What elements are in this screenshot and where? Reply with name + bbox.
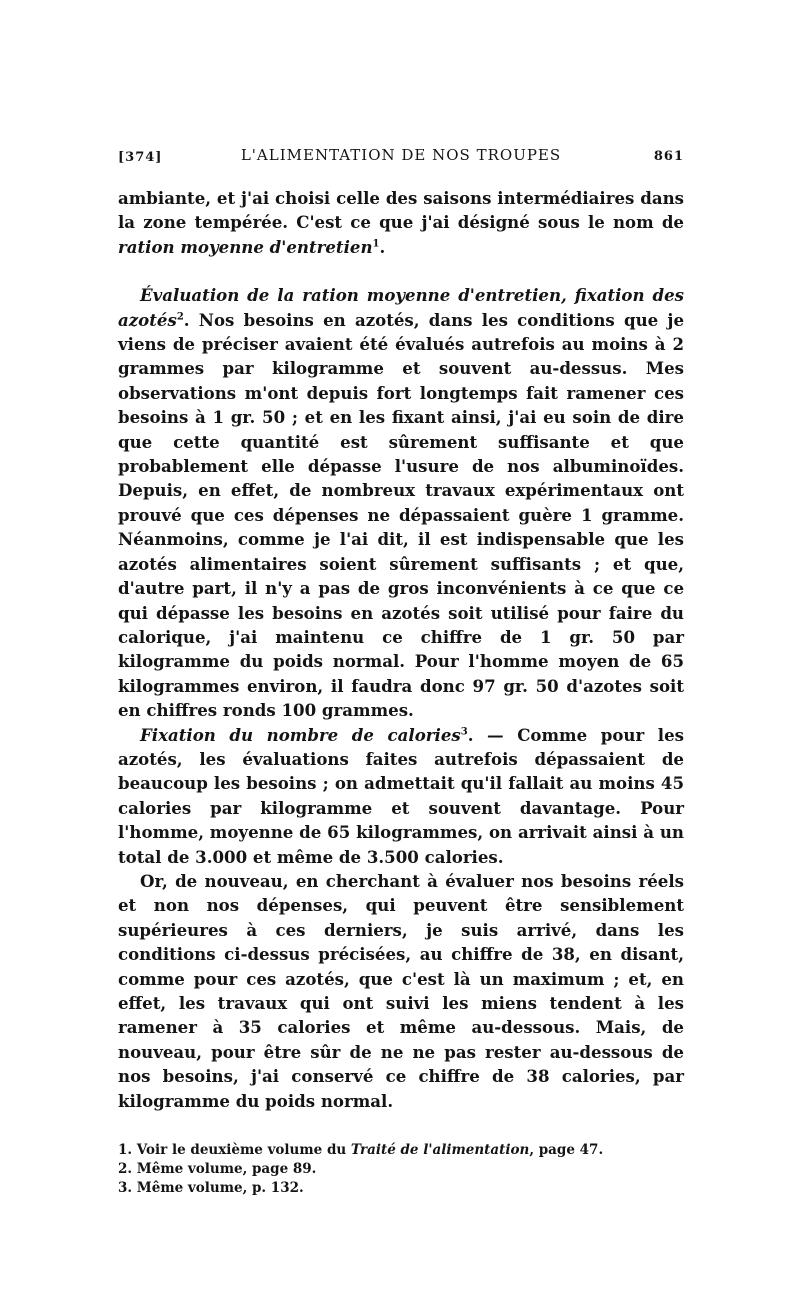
- paragraph-1-emphasis: ration moyenne d'entretien: [118, 236, 373, 257]
- footnote-1-text-b: , page 47.: [529, 1142, 604, 1159]
- paragraph-2-text: . Nos besoins en azotés, dans les conditions que je viens de préciser avaient été évalués autrefois au moins à 2 grammes par kilogramme et souvent au-dessus. Mes observations m'ont depuis fort longtemps fait ramener ces besoins à 1 gr. 50 ; et en les fixant ainsi, j'ai eu soin de dire que cette quantité est sûrement suffisante et que probablement elle dépasse l'usure de nos albuminoïdes. Depuis, en effet, de nombreux travaux expérimentaux ont prouvé que ces dépenses ne dépassaient guère 1 gramme. Néanmoins, comme je l'ai dit, il est indispensable que les azotés alimentaires soient sûrement suffisants ; et que, d'autre part, il n'y a pas de gros inconvénients à ce que ce qui dépasse les besoins en azotés soit utilisé pour faire du calorique, j'ai maintenu ce chiffre de 1 gr. 50 par kilogramme du poids normal. Pour l'homme moyen de 65 kilogrammes environ, il faudra donc 97 gr. 50 d'azotes soit en chiffres ronds 100 grammes.: [118, 309, 684, 721]
- paragraph-3: [118, 723, 684, 869]
- footnotes: [118, 1141, 684, 1198]
- paragraph-1-text-a: ambiante, et j'ai choisi celle des saisons intermédiaires dans la zone tempérée. C'est ce que j'ai désigné sous le nom de: [118, 188, 684, 233]
- page-content: [118, 146, 684, 1198]
- footnote-2: [118, 1160, 684, 1179]
- footnote-ref-3: 3: [460, 726, 468, 737]
- paragraph-1-text-b: .: [379, 236, 386, 257]
- section-heading-calories: Fixation du nombre de calories: [140, 724, 461, 745]
- paragraph-1: [118, 186, 684, 259]
- footnote-ref-1: 1: [372, 238, 380, 250]
- paragraph-4-text: Or, de nouveau, en cherchant à évaluer nos besoins réels et non nos dépenses, qui peuvent être sensiblement supérieures à ces derniers, je suis arrivé, dans les conditions ci-dessus précisées, au chiffre de 38, en disant, comme pour ces azotés, que c'est là un maximum ; et, en effet, les travaux qui ont suivi les miens tendent à les ramener à 35 calories et même au-dessous. Mais, de nouveau, pour être sûr de ne ne pas rester au-dessous de nos besoins, j'ai conservé ce chiffre de 38 calories, par kilogramme du poids normal.: [118, 870, 684, 1111]
- footnote-3-text: 3. Même volume, p. 132.: [118, 1180, 304, 1197]
- footnote-3: [118, 1179, 684, 1198]
- page-number: 861: [653, 149, 684, 164]
- footnote-1: [118, 1141, 684, 1160]
- paragraph-3-text: . — Comme pour les azotés, les évaluations faites autrefois dépassaient de beaucoup les besoins ; on admettait qu'il fallait au moins 45 calories par kilogramme et souvent davantage. Pour l'homme, moyenne de 65 kilogrammes, on arrivait ainsi à un total de 3.000 et même de 3.500 calories.: [118, 724, 684, 867]
- footnote-2-text: 2. Même volume, page 89.: [118, 1161, 317, 1178]
- page-reference: [374]: [118, 150, 163, 165]
- footnote-1-text-a: 1. Voir le deuxième volume du: [118, 1142, 351, 1159]
- footnote-1-title: Traité de l'alimentation: [350, 1142, 530, 1159]
- paragraph-2: [118, 283, 684, 722]
- footnote-ref-2: 2: [176, 311, 184, 323]
- running-title: L'ALIMENTATION DE NOS TROUPES: [240, 146, 562, 164]
- running-header: [118, 146, 684, 176]
- section-heading-evaluation: Évaluation de la ration moyenne d'entretien, fixation des azotés: [118, 285, 684, 330]
- paragraph-4: [118, 869, 684, 1113]
